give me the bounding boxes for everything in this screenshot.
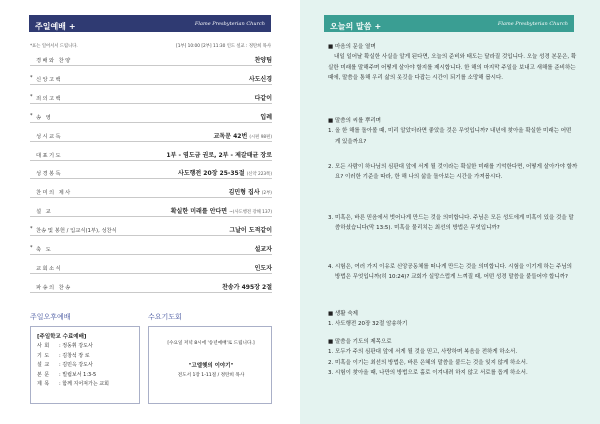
prayer-item-3: 3. 시험이 찾아올 때, 나만의 방법으로 홀로 이겨내려 하지 않고 서로를 돕게 하소서. <box>328 370 528 377</box>
order-item-value <box>214 131 272 140</box>
order-item-value-text: 사도신경 <box>248 75 272 83</box>
prayer-section <box>328 337 578 379</box>
homework-heading: ■ 생활 숙제 <box>328 311 358 317</box>
order-item-value <box>222 282 272 291</box>
questions-heading: ■ 말씀의 씨를 뿌리며 <box>328 118 381 124</box>
order-item-value <box>260 112 272 121</box>
afternoon-role: 기 도 <box>37 352 50 359</box>
order-item <box>30 149 272 161</box>
order-item-value-text: 설교자 <box>254 246 272 253</box>
standing-note: *표는 일어서서 드립니다. <box>30 44 78 49</box>
homework-section <box>328 309 578 330</box>
afternoon-person: : 빌립보서 1:3-5 <box>59 371 97 378</box>
standing-mark: * <box>30 93 33 100</box>
afternoon-row <box>37 342 93 349</box>
order-item <box>30 205 272 217</box>
question-4: 4. 시험은, 여러 가지 이유로 신앙공동체를 떠나게 만드는 것을 의미합니다. 시험을 이기게 하는 주님의 방법은 무엇입니까(히 10:24)? 교회가 실망스럽게 느껴질 때, 어떤 성경 말씀을 붙들어야 합니까? <box>328 264 572 281</box>
order-item-value <box>166 150 272 159</box>
standing-mark: * <box>30 112 33 119</box>
order-item-value <box>229 225 272 234</box>
plus-icon: + <box>374 22 382 31</box>
opening-text: 내일 일어날 확실한 사실을 알게 된다면, 오늘의 준비와 태도는 달라질 것입니다. 오늘 성경 본문은, 확실한 미래를 말해주며 어떻게 살아야 할지를 제시합니다. 한 해의 마지막 주일을 보내고 새해를 준비하는 때에, 말씀을 통해 우리 삶의 옷깃을 다잡는 시간이 되기를 소망해 봅시다. <box>328 54 577 82</box>
order-item-name: 설 교 <box>36 209 53 216</box>
question-2: 2. 모든 사람이 하나님의 심판대 앞에 서게 될 것이라는 확실한 미래를 기억한다면, 어떻게 살아가야 할까요? 이러한 기준을 따라, 한 해 나의 삶을 돌아보는 시간을 가져봅시다. <box>328 164 578 181</box>
wednesday-notice: [수요일 저녁 8시에 '송년예배'로 드립니다.] <box>167 341 255 346</box>
order-item-value <box>178 168 272 177</box>
afternoon-role: 설 교 <box>37 362 50 368</box>
service-header <box>29 15 271 32</box>
order-item-value-text: 확실한 미래를 안다면 <box>170 208 228 216</box>
order-item-name: 죄의고백 <box>36 95 63 102</box>
wednesday-scripture: 전도서 1장 1-11절 / 정탄희 목사 <box>177 373 245 378</box>
order-item-value-text: 찬양팀 <box>254 57 272 64</box>
wednesday-box <box>148 326 272 404</box>
opening-heading: ■ 마음의 문을 열며 <box>328 44 376 50</box>
order-item <box>30 130 272 142</box>
order-item-name: 경배와 찬양 <box>36 58 72 64</box>
opening-section <box>328 42 578 84</box>
order-item-name: 축 도 <box>36 247 53 253</box>
church-name: Flame Presbyterian Church <box>497 20 568 27</box>
afternoon-person: : 김창석 장 로 <box>59 352 90 359</box>
order-item-detail: (시편 98편) <box>249 134 272 140</box>
order-item <box>30 281 272 293</box>
service-title: 주일예배 <box>35 22 66 31</box>
order-item-detail: (2부) <box>261 191 272 197</box>
order-item-value <box>255 263 272 272</box>
order-item-name: 신앙고백 <box>36 76 63 83</box>
service-times: [1부] 10:00 [2부] 11:30 인도 설교 : 정탄희 목사 <box>176 44 271 49</box>
standing-mark: * <box>30 245 33 251</box>
order-item-value-text: 그날이 도적같이 <box>229 227 272 235</box>
order-item-value-text: 다같이 <box>254 94 272 102</box>
standing-mark: * <box>30 74 33 81</box>
right-page <box>300 0 600 424</box>
order-item-value-text: 1부 - 염도금 권로, 2부 - 제갈태균 장로 <box>166 151 272 159</box>
order-item-name: 대표기도 <box>36 152 63 159</box>
wednesday-label: 수요기도회 <box>148 313 182 321</box>
order-item-name: 파송의 찬송 <box>36 284 72 291</box>
prayer-item-1: 1. 모두가 주의 심판대 앞에 서게 될 것을 믿고, 사랑하며 복음을 전하게 하소서. <box>328 349 518 356</box>
questions-section <box>328 116 578 147</box>
order-item-value <box>249 74 272 83</box>
standing-mark: * <box>30 226 33 233</box>
order-item-value <box>255 244 272 253</box>
afternoon-role: 사 회 <box>37 343 50 349</box>
order-item <box>30 224 272 236</box>
afternoon-person: : 김민옥 강도사 <box>59 362 93 368</box>
note-row <box>30 43 271 49</box>
order-item <box>30 73 272 85</box>
order-item <box>30 54 272 66</box>
order-item <box>30 243 272 255</box>
order-item <box>30 167 272 179</box>
order-item-value-text: 사도행전 20장 25-35절 <box>178 170 245 178</box>
order-item-value <box>255 55 272 64</box>
question-3: 3. 미혹은, 바른 믿음에서 벗어나게 만드는 것을 의미합니다. 주님은 모든 성도에게 미혹이 있을 것을 말씀하셨습니다(막 13:5). 미혹을 물리치는 최선의 방법은 무엇입니까? <box>328 215 574 232</box>
order-item-name: 교회소식 <box>36 265 63 272</box>
order-item-detail: ~(사도행전 강해 137) <box>229 210 272 216</box>
order-item-name: 성경봉독 <box>36 171 63 178</box>
plus-icon: + <box>68 22 76 31</box>
order-item-value-text: 인도자 <box>254 264 272 272</box>
afternoon-box <box>30 326 140 404</box>
order-item-name: 찬송 및 봉헌 / 입교식(1부), 성찬식 <box>36 228 117 235</box>
order-item-value-text: 교독문 42번 <box>213 132 248 140</box>
afternoon-row <box>37 352 90 359</box>
order-item-detail: (신약 223쪽) <box>246 172 272 178</box>
order-item <box>30 186 272 198</box>
prayer-heading: ■ 말씀을 기도의 제목으로 <box>328 339 392 345</box>
order-item-value <box>255 93 272 102</box>
word-header <box>324 15 574 32</box>
afternoon-row <box>37 380 109 387</box>
prayer-item-2: 2. 미혹을 이기는 최선의 방법은, 바른 은혜의 말씀을 붙드는 것을 잊지 않게 하소서. <box>328 359 528 366</box>
afternoon-person: : 정동휘 강도사 <box>59 343 93 349</box>
order-item <box>30 262 272 274</box>
order-item <box>30 92 272 104</box>
order-item-name: 찬미의 제사 <box>36 190 72 197</box>
order-item-value <box>229 187 272 196</box>
order-item-name: 성시교독 <box>36 133 63 140</box>
afternoon-label: 주일오후예배 <box>30 313 71 321</box>
question-1: 1. 올 한 해를 돌아볼 때, 미리 알았더라면 좋았을 것은 무엇입니까? 내년에 찾아올 확실한 미래는 어떤 게 있을까요? <box>328 128 572 145</box>
afternoon-row <box>37 361 93 368</box>
order-item-value-text: 찬송가 495장 2절 <box>222 283 272 291</box>
homework-item: 1. 사도행전 20장 32절 암송하기 <box>328 321 408 328</box>
afternoon-role: 제 목 <box>37 381 50 387</box>
order-item-value <box>171 206 272 215</box>
order-item-value-text: 입례 <box>260 113 272 121</box>
afternoon-title: [주일학교 수료예배] <box>37 334 87 340</box>
afternoon-role: 본 문 <box>37 371 50 378</box>
wednesday-sermon-title: "고엘헷의 이야기" <box>188 363 234 369</box>
order-item <box>30 111 272 123</box>
afternoon-row <box>37 371 96 378</box>
afternoon-person: : 함께 지어져가는 교회 <box>59 381 109 387</box>
order-item-value-text: 김민형 집사 <box>228 189 260 197</box>
word-title: 오늘의 말씀 <box>330 22 372 31</box>
church-name: Flame Presbyterian Church <box>194 20 265 27</box>
order-item-name: 송 영 <box>36 114 53 121</box>
